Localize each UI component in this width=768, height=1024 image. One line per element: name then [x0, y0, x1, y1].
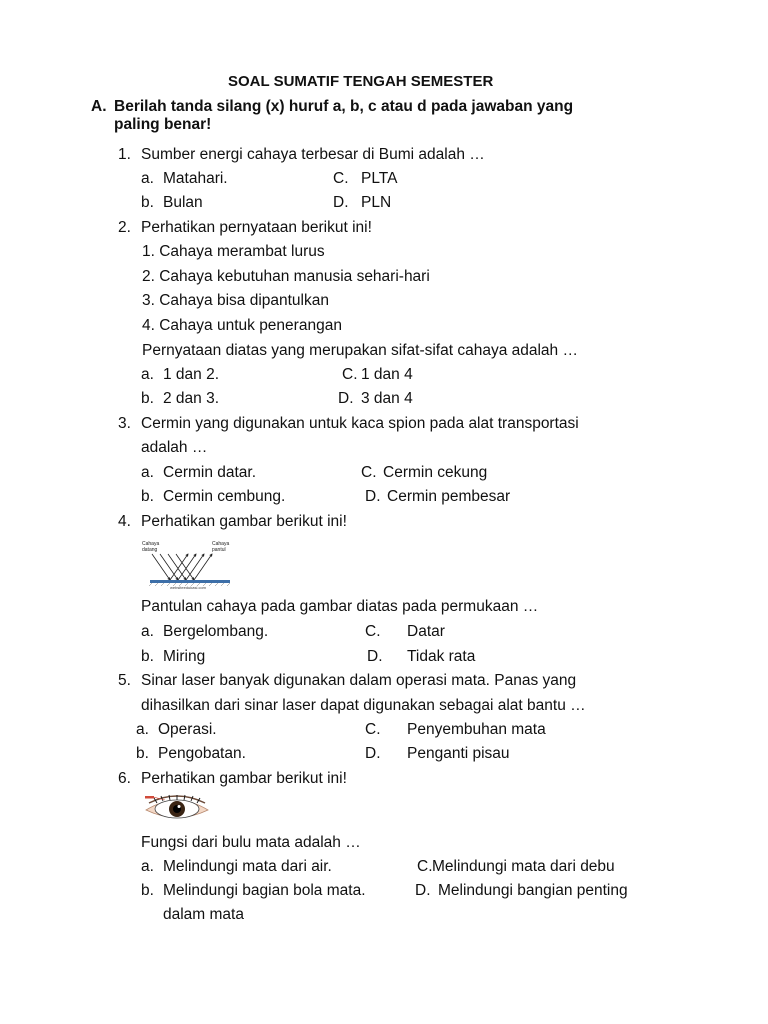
- figure-label-right-2: pantul: [212, 547, 226, 553]
- question-1-option-d: PLN: [361, 194, 392, 211]
- question-2-statement-4: 4. Cahaya untuk penerangan: [142, 317, 342, 334]
- question-4-option-c-letter: C.: [365, 623, 381, 640]
- question-6-text: Perhatikan gambar berikut ini!: [141, 770, 347, 787]
- question-1-option-c: PLTA: [361, 170, 398, 187]
- eye-image: [143, 794, 211, 824]
- eye-highlight: [178, 805, 181, 808]
- question-1-option-d-letter: D.: [333, 194, 349, 211]
- question-2-option-c: 1 dan 4: [361, 366, 413, 383]
- question-6-option-d-continuation: dalam mata: [163, 906, 244, 923]
- question-3-text-line2: adalah …: [141, 439, 208, 456]
- question-2-statement-2: 2. Cahaya kebutuhan manusia sehari-hari: [142, 268, 430, 285]
- page-title: SOAL SUMATIF TENGAH SEMESTER: [228, 73, 494, 90]
- question-4-text: Perhatikan gambar berikut ini!: [141, 513, 347, 530]
- question-5-text-line1: Sinar laser banyak digunakan dalam operasi mata. Panas yang: [141, 672, 577, 689]
- question-2-option-a-letter: a.: [141, 366, 154, 383]
- question-6-option-d-letter: D.: [415, 882, 431, 899]
- figure-label-right-1: Cahaya: [212, 541, 230, 547]
- question-2-option-c-letter: C.: [342, 366, 358, 383]
- question-5-option-d: Penganti pisau: [407, 745, 510, 762]
- figure-caption: websiteedukasi.com: [170, 585, 207, 590]
- question-4-prompt: Pantulan cahaya pada gambar diatas pada permukaan …: [141, 598, 539, 615]
- question-2-option-b-letter: b.: [141, 390, 154, 407]
- figure-label-left-2: datang: [142, 547, 158, 553]
- question-3-option-a: Cermin datar.: [163, 464, 257, 481]
- question-2-option-d: 3 dan 4: [361, 390, 413, 407]
- question-3-option-a-letter: a.: [141, 464, 154, 481]
- eye-figure: [143, 794, 211, 824]
- question-1-option-b: Bulan: [163, 194, 203, 211]
- question-2-prompt: Pernyataan diatas yang merupakan sifat-sifat cahaya adalah …: [142, 342, 578, 359]
- question-5-option-b-letter: b.: [136, 745, 149, 762]
- question-3-option-b: Cermin cembung.: [163, 488, 286, 505]
- question-1-option-b-letter: b.: [141, 194, 154, 211]
- question-4-option-a-letter: a.: [141, 623, 154, 640]
- question-5-text-line2: dihasilkan dari sinar laser dapat digunakan sebagai alat bantu …: [141, 697, 586, 714]
- question-1-text: Sumber energi cahaya terbesar di Bumi adalah …: [141, 146, 485, 163]
- question-1-number: 1.: [118, 146, 131, 163]
- question-3-option-c: Cermin cekung: [383, 464, 488, 481]
- question-3-number: 3.: [118, 415, 131, 432]
- question-4-option-c: Datar: [407, 623, 445, 640]
- question-5-option-a-letter: a.: [136, 721, 149, 738]
- question-2-option-a: 1 dan 2.: [163, 366, 220, 383]
- section-a-label: A.: [91, 98, 107, 115]
- question-3-option-b-letter: b.: [141, 488, 154, 505]
- question-1-option-c-letter: C.: [333, 170, 349, 187]
- question-3-option-d: Cermin pembesar: [387, 488, 511, 505]
- question-6-number: 6.: [118, 770, 131, 787]
- question-2-statement-1: 1. Cahaya merambat lurus: [142, 243, 325, 260]
- question-6-option-a-letter: a.: [141, 858, 154, 875]
- question-5-number: 5.: [118, 672, 131, 689]
- question-3-option-d-letter: D.: [365, 488, 381, 505]
- question-4-option-b: Miring: [163, 648, 206, 665]
- question-6-option-c-letter: C.: [417, 858, 433, 875]
- question-5-option-c-letter: C.: [365, 721, 381, 738]
- mirror-surface: [150, 580, 230, 583]
- question-2-text: Perhatikan pernyataan berikut ini!: [141, 219, 372, 236]
- question-5-option-b: Pengobatan.: [158, 745, 246, 762]
- question-4-option-d: Tidak rata: [407, 648, 476, 665]
- figure-pointer-label: [145, 796, 154, 799]
- reflection-figure: [140, 538, 236, 590]
- question-2-option-d-letter: D.: [338, 390, 354, 407]
- reflection-diagram: [140, 538, 236, 590]
- question-5-option-c: Penyembuhan mata: [407, 721, 546, 738]
- question-3-option-c-letter: C.: [361, 464, 377, 481]
- figure-label-left-1: Cahaya: [142, 541, 160, 547]
- question-4-option-b-letter: b.: [141, 648, 154, 665]
- question-6-option-b-letter: b.: [141, 882, 154, 899]
- question-2-number: 2.: [118, 219, 131, 236]
- question-6-option-d: Melindungi bangian penting: [438, 882, 628, 899]
- question-5-option-d-letter: D.: [365, 745, 381, 762]
- question-6-prompt: Fungsi dari bulu mata adalah …: [141, 834, 361, 851]
- question-1-option-a: Matahari.: [163, 170, 228, 187]
- question-1-option-a-letter: a.: [141, 170, 154, 187]
- question-5-option-a: Operasi.: [158, 721, 217, 738]
- question-2-option-b: 2 dan 3.: [163, 390, 220, 407]
- question-6-option-c: Melindungi mata dari debu: [432, 858, 615, 875]
- question-4-option-d-letter: D.: [367, 648, 383, 665]
- question-4-number: 4.: [118, 513, 131, 530]
- question-2-statement-3: 3. Cahaya bisa dipantulkan: [142, 292, 329, 309]
- question-6-option-a: Melindungi mata dari air.: [163, 858, 332, 875]
- question-3-text-line1: Cermin yang digunakan untuk kaca spion pada alat transportasi: [141, 415, 579, 432]
- section-a-instruction-line2: paling benar!: [114, 116, 212, 133]
- section-a-instruction-line1: Berilah tanda silang (x) huruf a, b, c atau d pada jawaban yang: [114, 98, 574, 115]
- question-4-option-a: Bergelombang.: [163, 623, 269, 640]
- question-6-option-b: Melindungi bagian bola mata.: [163, 882, 366, 899]
